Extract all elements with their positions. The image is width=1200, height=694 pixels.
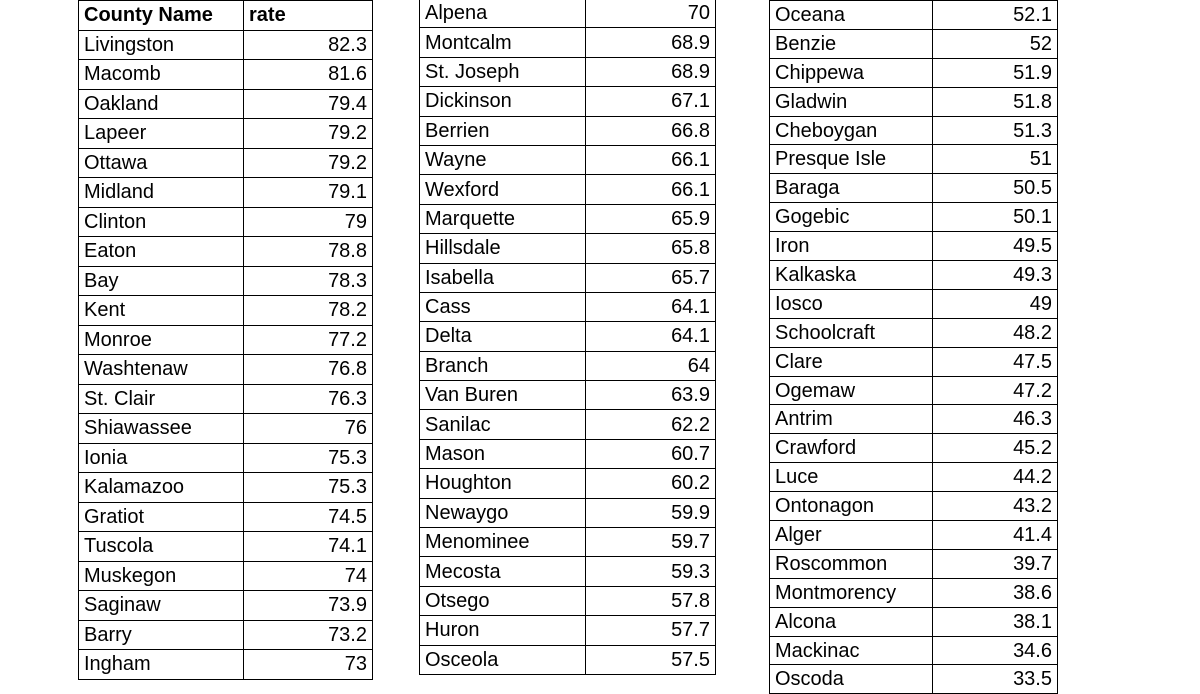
rate-cell: 79.2 (244, 119, 373, 149)
table-row (420, 234, 716, 263)
table-row (420, 292, 716, 321)
rate-cell: 68.9 (586, 28, 716, 57)
table-row (770, 549, 1058, 578)
county-name-cell: Luce (770, 463, 933, 492)
county-name-cell: Bay (79, 266, 244, 296)
table-row (79, 561, 373, 591)
county-name-cell: Hillsdale (420, 234, 586, 263)
rate-cell: 74.5 (244, 502, 373, 532)
county-name-cell: Mason (420, 439, 586, 468)
table-row (79, 591, 373, 621)
county-name-cell: Kalkaska (770, 261, 933, 290)
table-row (420, 0, 716, 28)
county-name-cell: Newaygo (420, 498, 586, 527)
table-row (420, 87, 716, 116)
county-name-cell: Lapeer (79, 119, 244, 149)
county-name-cell: Branch (420, 351, 586, 380)
table-row (420, 57, 716, 86)
table-row (79, 502, 373, 532)
county-name-cell: Marquette (420, 204, 586, 233)
county-name-cell: Sanilac (420, 410, 586, 439)
rate-cell: 52 (933, 29, 1058, 58)
county-name-cell: Oakland (79, 89, 244, 119)
rate-cell: 79.4 (244, 89, 373, 119)
table-row (770, 145, 1058, 174)
county-name-cell: Clare (770, 347, 933, 376)
county-name-cell: Osceola (420, 645, 586, 674)
county-name-cell: Roscommon (770, 549, 933, 578)
table-row (79, 237, 373, 267)
rate-cell: 38.6 (933, 578, 1058, 607)
rate-cell: 59.3 (586, 557, 716, 586)
county-rows (420, 0, 716, 674)
county-name-cell: Mecosta (420, 557, 586, 586)
rate-cell: 38.1 (933, 607, 1058, 636)
rate-cell: 45.2 (933, 434, 1058, 463)
county-table-column-2 (419, 0, 716, 675)
county-name-cell: Dickinson (420, 87, 586, 116)
rate-cell: 63.9 (586, 381, 716, 410)
county-name-cell: Cheboygan (770, 116, 933, 145)
county-rows (770, 1, 1058, 694)
rate-cell: 66.1 (586, 145, 716, 174)
rate-cell: 67.1 (586, 87, 716, 116)
county-name-cell: St. Joseph (420, 57, 586, 86)
county-name-cell: Gratiot (79, 502, 244, 532)
county-name-cell: Kent (79, 296, 244, 326)
table-row (770, 58, 1058, 87)
table-row (79, 207, 373, 237)
county-name-cell: Wexford (420, 175, 586, 204)
rate-cell: 47.5 (933, 347, 1058, 376)
county-name-cell: Mackinac (770, 636, 933, 665)
rate-cell: 70 (586, 0, 716, 28)
rate-cell: 74.1 (244, 532, 373, 562)
rate-cell: 64.1 (586, 292, 716, 321)
county-name-cell: Ogemaw (770, 376, 933, 405)
table-row (770, 289, 1058, 318)
table-row (770, 347, 1058, 376)
rate-cell: 77.2 (244, 325, 373, 355)
county-name-cell: Chippewa (770, 58, 933, 87)
rate-cell: 57.5 (586, 645, 716, 674)
table-row (420, 498, 716, 527)
rate-cell: 73 (244, 650, 373, 680)
county-name-cell: Van Buren (420, 381, 586, 410)
county-name-cell: Midland (79, 178, 244, 208)
rate-cell: 60.2 (586, 469, 716, 498)
rate-cell: 74 (244, 561, 373, 591)
table-row (79, 414, 373, 444)
table-row (770, 174, 1058, 203)
county-name-cell: Otsego (420, 586, 586, 615)
county-name-cell: Saginaw (79, 591, 244, 621)
rate-cell: 43.2 (933, 492, 1058, 521)
rate-cell: 64.1 (586, 322, 716, 351)
county-name-cell: Oscoda (770, 665, 933, 694)
rate-cell: 57.7 (586, 616, 716, 645)
county-name-cell: Barry (79, 620, 244, 650)
rate-cell: 33.5 (933, 665, 1058, 694)
rate-cell: 49.5 (933, 232, 1058, 261)
county-rate-table-3 (769, 0, 1058, 694)
county-name-cell: Delta (420, 322, 586, 351)
county-name-cell: Eaton (79, 237, 244, 267)
county-name-cell: Montcalm (420, 28, 586, 57)
rate-cell: 79.1 (244, 178, 373, 208)
table-row (770, 405, 1058, 434)
rate-cell: 65.7 (586, 263, 716, 292)
table-row (420, 616, 716, 645)
table-row (770, 1, 1058, 30)
rate-cell: 65.9 (586, 204, 716, 233)
table-row (420, 645, 716, 674)
rate-cell: 59.9 (586, 498, 716, 527)
rate-cell: 75.3 (244, 473, 373, 503)
table-row (79, 443, 373, 473)
table-row (79, 148, 373, 178)
county-name-header: County Name (79, 1, 244, 31)
county-name-cell: Alcona (770, 607, 933, 636)
table-row (420, 351, 716, 380)
rate-cell: 60.7 (586, 439, 716, 468)
rate-cell: 66.1 (586, 175, 716, 204)
table-row (770, 492, 1058, 521)
rate-cell: 79 (244, 207, 373, 237)
table-row (770, 318, 1058, 347)
rate-cell: 76.3 (244, 384, 373, 414)
rate-cell: 66.8 (586, 116, 716, 145)
rate-cell: 78.3 (244, 266, 373, 296)
county-table-column-3 (769, 0, 1058, 694)
county-name-cell: Kalamazoo (79, 473, 244, 503)
county-name-cell: Alpena (420, 0, 586, 28)
table-row (770, 636, 1058, 665)
rate-cell: 52.1 (933, 1, 1058, 30)
table-row (770, 521, 1058, 550)
table-row (79, 60, 373, 90)
rate-cell: 51.9 (933, 58, 1058, 87)
county-name-cell: Macomb (79, 60, 244, 90)
county-rate-table-2 (419, 0, 716, 675)
rate-cell: 78.8 (244, 237, 373, 267)
county-name-cell: Washtenaw (79, 355, 244, 385)
rate-cell: 75.3 (244, 443, 373, 473)
rate-cell: 34.6 (933, 636, 1058, 665)
rate-header: rate (244, 1, 373, 31)
rate-cell: 49 (933, 289, 1058, 318)
county-name-cell: Houghton (420, 469, 586, 498)
county-name-cell: St. Clair (79, 384, 244, 414)
table-row (770, 463, 1058, 492)
county-table-column-1 (78, 0, 373, 680)
county-name-cell: Benzie (770, 29, 933, 58)
county-name-cell: Ontonagon (770, 492, 933, 521)
rate-cell: 59.7 (586, 528, 716, 557)
county-name-cell: Ionia (79, 443, 244, 473)
county-name-cell: Huron (420, 616, 586, 645)
table-row (79, 89, 373, 119)
table-row (770, 434, 1058, 463)
table-row (770, 29, 1058, 58)
table-row (420, 28, 716, 57)
table-row (770, 203, 1058, 232)
county-name-cell: Montmorency (770, 578, 933, 607)
county-name-cell: Gladwin (770, 87, 933, 116)
table-row (420, 204, 716, 233)
rate-cell: 41.4 (933, 521, 1058, 550)
county-name-cell: Ingham (79, 650, 244, 680)
table-row (420, 439, 716, 468)
rate-cell: 57.8 (586, 586, 716, 615)
table-row (770, 116, 1058, 145)
county-name-cell: Cass (420, 292, 586, 321)
county-name-cell: Wayne (420, 145, 586, 174)
rate-cell: 68.9 (586, 57, 716, 86)
county-rows (79, 30, 373, 679)
rate-cell: 78.2 (244, 296, 373, 326)
rate-cell: 47.2 (933, 376, 1058, 405)
table-row (770, 232, 1058, 261)
county-name-cell: Monroe (79, 325, 244, 355)
rate-cell: 82.3 (244, 30, 373, 60)
rate-cell: 51.8 (933, 87, 1058, 116)
table-row (420, 381, 716, 410)
county-name-cell: Antrim (770, 405, 933, 434)
table-row (79, 473, 373, 503)
rate-cell: 51 (933, 145, 1058, 174)
county-name-cell: Crawford (770, 434, 933, 463)
county-name-cell: Alger (770, 521, 933, 550)
rate-cell: 49.3 (933, 261, 1058, 290)
table-row (79, 620, 373, 650)
rate-cell: 73.2 (244, 620, 373, 650)
table-row (420, 263, 716, 292)
table-row (79, 119, 373, 149)
county-name-cell: Schoolcraft (770, 318, 933, 347)
county-name-cell: Livingston (79, 30, 244, 60)
rate-cell: 48.2 (933, 318, 1058, 347)
county-name-cell: Presque Isle (770, 145, 933, 174)
rate-cell: 51.3 (933, 116, 1058, 145)
table-row (420, 175, 716, 204)
county-name-cell: Muskegon (79, 561, 244, 591)
rate-cell: 65.8 (586, 234, 716, 263)
county-name-cell: Oceana (770, 1, 933, 30)
county-rate-table-1 (78, 0, 373, 680)
table-row (770, 261, 1058, 290)
header-row (79, 1, 373, 31)
county-name-cell: Baraga (770, 174, 933, 203)
county-name-cell: Isabella (420, 263, 586, 292)
table-row (79, 325, 373, 355)
rate-cell: 64 (586, 351, 716, 380)
table-row (79, 384, 373, 414)
county-name-cell: Clinton (79, 207, 244, 237)
rate-cell: 50.1 (933, 203, 1058, 232)
county-name-cell: Ottawa (79, 148, 244, 178)
rate-cell: 46.3 (933, 405, 1058, 434)
table-row (420, 410, 716, 439)
county-name-cell: Iron (770, 232, 933, 261)
table-row (420, 528, 716, 557)
rate-cell: 62.2 (586, 410, 716, 439)
table-row (79, 296, 373, 326)
table-row (79, 30, 373, 60)
table-row (420, 469, 716, 498)
table-row (79, 266, 373, 296)
rate-cell: 73.9 (244, 591, 373, 621)
table-row (420, 116, 716, 145)
rate-cell: 44.2 (933, 463, 1058, 492)
table-row (770, 578, 1058, 607)
table-row (420, 586, 716, 615)
county-name-cell: Tuscola (79, 532, 244, 562)
county-name-cell: Iosco (770, 289, 933, 318)
table-row (770, 607, 1058, 636)
county-name-cell: Gogebic (770, 203, 933, 232)
rate-cell: 76 (244, 414, 373, 444)
rate-cell: 79.2 (244, 148, 373, 178)
table-row (420, 145, 716, 174)
county-name-cell: Menominee (420, 528, 586, 557)
rate-cell: 39.7 (933, 549, 1058, 578)
table-row (770, 87, 1058, 116)
rate-cell: 76.8 (244, 355, 373, 385)
table-row (79, 178, 373, 208)
table-row (79, 532, 373, 562)
table-row (79, 355, 373, 385)
table-row (770, 665, 1058, 694)
table-row (420, 557, 716, 586)
table-row (770, 376, 1058, 405)
table-row (420, 322, 716, 351)
rate-cell: 50.5 (933, 174, 1058, 203)
county-name-cell: Shiawassee (79, 414, 244, 444)
county-name-cell: Berrien (420, 116, 586, 145)
rate-cell: 81.6 (244, 60, 373, 90)
